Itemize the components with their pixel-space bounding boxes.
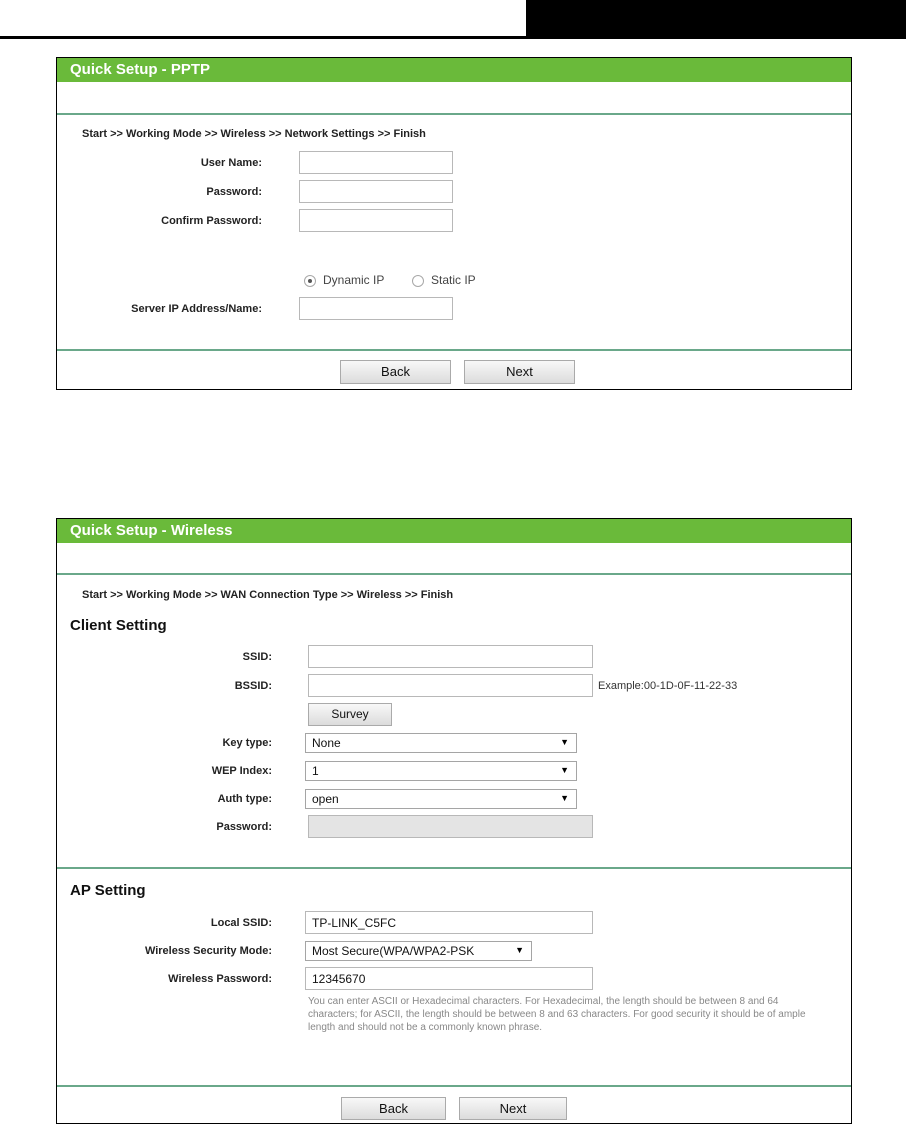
divider bbox=[57, 867, 851, 869]
server-address-label: Server IP Address/Name: bbox=[131, 303, 262, 315]
client-setting-heading: Client Setting bbox=[70, 617, 167, 634]
static-ip-radio[interactable] bbox=[412, 275, 424, 287]
local-ssid-label: Local SSID: bbox=[210, 917, 272, 929]
breadcrumb: Start >> Working Mode >> Wireless >> Network Settings >> Finish bbox=[82, 128, 426, 140]
security-mode-label: Wireless Security Mode: bbox=[144, 945, 272, 957]
dropdown-arrow-icon: ▼ bbox=[560, 737, 569, 747]
divider bbox=[57, 573, 851, 575]
header-rule bbox=[0, 36, 906, 39]
back-button[interactable]: Back bbox=[341, 1097, 446, 1120]
survey-button[interactable]: Survey bbox=[308, 703, 392, 726]
client-password-input bbox=[308, 815, 593, 838]
divider bbox=[57, 1085, 851, 1087]
key-type-select[interactable] bbox=[305, 733, 577, 753]
header-black-block bbox=[526, 0, 906, 39]
static-ip-label: Static IP bbox=[431, 273, 476, 287]
password-input[interactable] bbox=[299, 180, 453, 203]
local-ssid-input[interactable] bbox=[305, 911, 593, 934]
user-name-label: User Name: bbox=[200, 157, 262, 169]
auth-type-label: Auth type: bbox=[217, 793, 272, 805]
client-password-label: Password: bbox=[216, 821, 272, 833]
user-name-input[interactable] bbox=[299, 151, 453, 174]
divider bbox=[57, 349, 851, 351]
dynamic-ip-radio[interactable] bbox=[304, 275, 316, 287]
bssid-example: Example:00-1D-0F-11-22-33 bbox=[598, 680, 738, 692]
password-label: Password: bbox=[206, 186, 262, 198]
dynamic-ip-label: Dynamic IP bbox=[323, 273, 385, 287]
ssid-input[interactable] bbox=[308, 645, 593, 668]
back-button[interactable]: Back bbox=[340, 360, 451, 384]
auth-type-select[interactable] bbox=[305, 789, 577, 809]
wep-index-select[interactable] bbox=[305, 761, 577, 781]
next-button[interactable]: Next bbox=[459, 1097, 567, 1120]
pptp-panel bbox=[56, 57, 852, 390]
key-type-value: None bbox=[312, 736, 341, 750]
server-address-input[interactable] bbox=[299, 297, 453, 320]
confirm-password-input[interactable] bbox=[299, 209, 453, 232]
bssid-input[interactable] bbox=[308, 674, 593, 697]
security-mode-value: Most Secure(WPA/WPA2-PSK bbox=[312, 944, 475, 958]
ssid-label: SSID: bbox=[242, 651, 272, 663]
ap-setting-heading: AP Setting bbox=[70, 882, 146, 899]
security-mode-select[interactable] bbox=[305, 941, 532, 961]
divider bbox=[57, 113, 851, 115]
wireless-password-label: Wireless Password: bbox=[168, 973, 272, 985]
wep-index-label: WEP Index: bbox=[211, 765, 272, 777]
panel-title: Quick Setup - PPTP bbox=[57, 58, 851, 82]
dropdown-arrow-icon: ▼ bbox=[515, 945, 524, 955]
panel-title: Quick Setup - Wireless bbox=[57, 519, 851, 543]
wep-index-value: 1 bbox=[312, 764, 319, 778]
bssid-label: BSSID: bbox=[234, 680, 272, 692]
wireless-password-input[interactable] bbox=[305, 967, 593, 990]
confirm-password-label: Confirm Password: bbox=[161, 215, 262, 227]
dropdown-arrow-icon: ▼ bbox=[560, 765, 569, 775]
breadcrumb: Start >> Working Mode >> WAN Connection Type >> Wireless >> Finish bbox=[82, 589, 454, 601]
wireless-panel bbox=[56, 518, 852, 1124]
key-type-label: Key type: bbox=[222, 737, 272, 749]
dropdown-arrow-icon: ▼ bbox=[560, 793, 569, 803]
password-hint: You can enter ASCII or Hexadecimal characters. For Hexadecimal, the length should be between 8 and 64 characters; for ASCII, the length should be between 8 and 63 characters. For good security it should be of ample length and should not be a commonly known phrase. bbox=[308, 996, 806, 1033]
auth-type-value: open bbox=[312, 792, 339, 806]
next-button[interactable]: Next bbox=[464, 360, 575, 384]
